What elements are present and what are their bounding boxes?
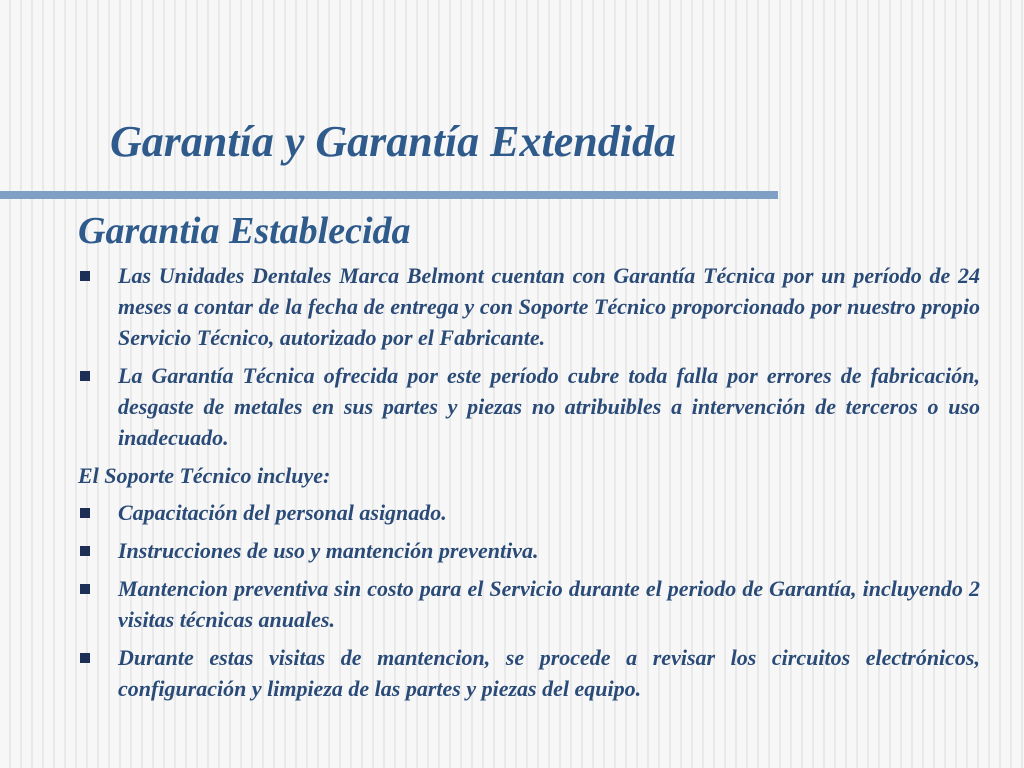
square-bullet-icon [80,653,90,663]
square-bullet-icon [80,271,90,281]
section-heading: Garantia Establecida [78,210,411,252]
warranty-bullet-list [78,260,980,453]
support-bullet [78,535,980,566]
square-bullet-icon [80,371,90,381]
support-heading: El Soporte Técnico incluye: [78,462,331,488]
support-bullet [78,497,980,528]
square-bullet-icon [80,584,90,594]
bullet-text: Durante estas visitas de mantencion, se procede a revisar los circuitos electrónicos, configuración y limpieza de las partes y piezas del equipo. [118,644,980,701]
support-bullet [78,642,980,704]
support-bullet-list [78,497,980,704]
bullet-text: Mantencion preventiva sin costo para el Servicio durante el periodo de Garantía, incluyendo 2 visitas técnicas anuales. [118,575,980,632]
support-bullet [78,573,980,635]
bullet-text: Capacitación del personal asignado. [118,499,447,525]
bullet-text: Las Unidades Dentales Marca Belmont cuentan con Garantía Técnica por un período de 24 meses a contar de la fecha de entrega y con Soporte Técnico proporcionado por nuestro propio Servicio Técnico, autorizado por el Fabricante. [118,262,980,350]
square-bullet-icon [80,546,90,556]
warranty-bullet [78,260,980,353]
title-rule [0,191,778,199]
warranty-bullet [78,360,980,453]
slide-content [78,210,980,711]
square-bullet-icon [80,508,90,518]
slide-title: Garantía y Garantía Extendida [110,117,676,166]
bullet-text: Instrucciones de uso y mantención preventiva. [118,537,539,563]
bullet-text: La Garantía Técnica ofrecida por este período cubre toda falla por errores de fabricación, desgaste de metales en sus partes y piezas no atribuibles a intervención de terceros o uso inadecuado. [118,362,980,450]
